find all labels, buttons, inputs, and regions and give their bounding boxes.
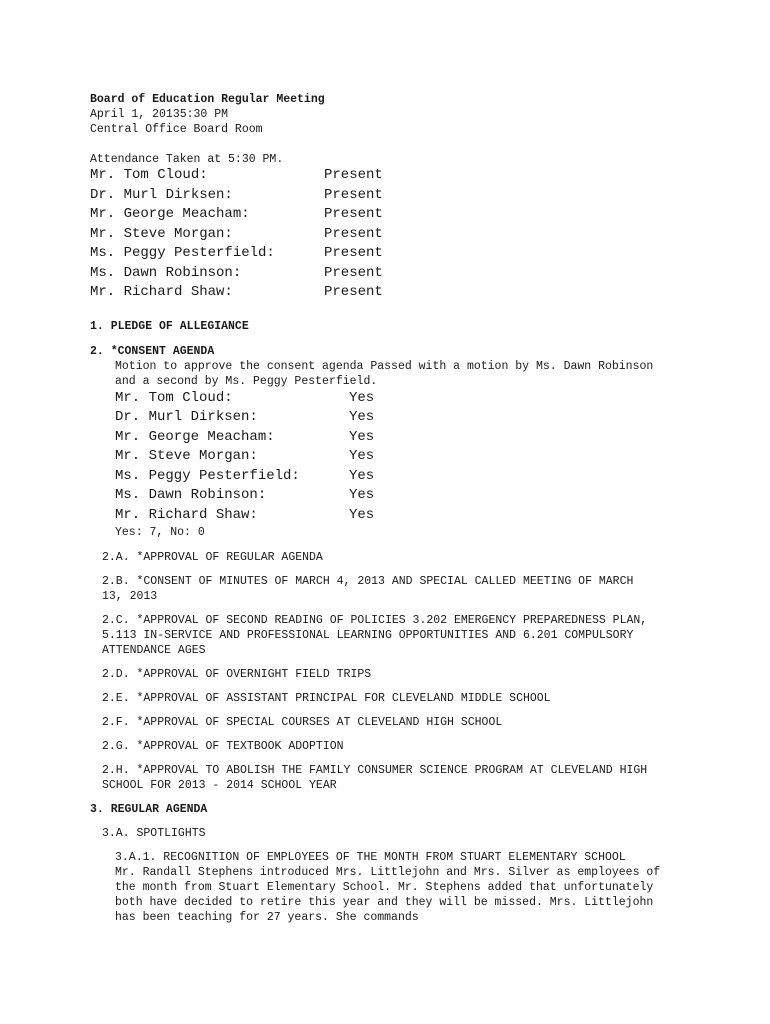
agenda-item-3a1-title: 3.A.1. RECOGNITION OF EMPLOYEES OF THE MONTH FROM STUART ELEMENTARY SCHOOL (115, 851, 626, 864)
section-pledge-title: 1. PLEDGE OF ALLEGIANCE (90, 319, 249, 333)
meeting-location: Central Office Board Room (90, 123, 263, 136)
voter-name: Mr. Richard Shaw: (115, 506, 258, 523)
vote-value: Yes (349, 487, 375, 503)
attendance-intro: Attendance Taken at 5:30 PM. (90, 153, 284, 166)
vote-row (115, 467, 710, 487)
voter-name: Mr. Tom Cloud: (115, 389, 233, 406)
agenda-item-2a: 2.A. *APPROVAL OF REGULAR AGENDA (102, 551, 323, 564)
vote-row (115, 408, 710, 428)
member-status: Present (324, 245, 383, 261)
voter-name: Mr. George Meacham: (115, 428, 275, 445)
member-name: Ms. Peggy Pesterfield: (90, 245, 275, 261)
member-name: Mr. Richard Shaw: (90, 284, 233, 300)
vote-row (115, 447, 710, 467)
vote-row (115, 506, 710, 526)
member-status: Present (324, 206, 383, 222)
agenda-item-2d: 2.D. *APPROVAL OF OVERNIGHT FIELD TRIPS (102, 668, 372, 681)
agenda-item-3a: 3.A. SPOTLIGHTS (102, 827, 206, 840)
consent-motion: Motion to approve the consent agenda Passed with a motion by Ms. Dawn Robinson and a second by Ms. Peggy Pesterfield. (115, 359, 661, 388)
vote-value: Yes (349, 467, 375, 484)
meeting-datetime: April 1, 20135:30 PM (90, 108, 229, 121)
vote-value: Yes (349, 389, 375, 406)
member-status: Present (324, 264, 383, 281)
agenda-item-2f: 2.F. *APPROVAL OF SPECIAL COURSES AT CLEVELAND HIGH SCHOOL (102, 716, 503, 729)
member-status: Present (324, 186, 383, 203)
meeting-header (90, 92, 710, 137)
agenda-item-2b: 2.B. *CONSENT OF MINUTES OF MARCH 4, 2013 AND SPECIAL CALLED MEETING OF MARCH 13, 2013 (102, 575, 641, 603)
vote-value: Yes (349, 506, 375, 523)
attendance-row (90, 244, 710, 264)
vote-list (115, 389, 710, 526)
agenda-item-3a1-body: Mr. Randall Stephens introduced Mrs. Littlejohn and Mrs. Silver as employees of the month from Stuart Elementary School. Mr. Stephens added that unfortunately both have decided to retire this year and they will be missed. Mrs. Littlejohn has been teaching for 27 years. She commands (115, 866, 668, 924)
vote-value: Yes (349, 409, 375, 425)
agenda-item-2e: 2.E. *APPROVAL OF ASSISTANT PRINCIPAL FOR CLEVELAND MIDDLE SCHOOL (102, 692, 551, 705)
attendance-list (90, 166, 710, 303)
agenda-item-2c: 2.C. *APPROVAL OF SECOND READING OF POLICIES 3.202 EMERGENCY PREPAREDNESS PLAN, 5.113 IN-SERVICE AND PROFESSIONAL LEARNING OPPORTUNITIES AND 6.201 COMPULSORY ATTENDANCE AGES (102, 614, 655, 657)
member-status: Present (324, 167, 383, 183)
member-status: Present (324, 225, 383, 242)
attendance-row (90, 264, 710, 284)
voter-name: Mr. Steve Morgan: (115, 448, 258, 464)
agenda-item-2h: 2.H. *APPROVAL TO ABOLISH THE FAMILY CONSUMER SCIENCE PROGRAM AT CLEVELAND HIGH SCHOOL FOR 2013 - 2014 SCHOOL YEAR (102, 764, 655, 792)
voter-name: Ms. Dawn Robinson: (115, 487, 267, 503)
member-name: Mr. Tom Cloud: (90, 167, 208, 183)
agenda-item-2g: 2.G. *APPROVAL OF TEXTBOOK ADOPTION (102, 740, 344, 753)
member-status: Present (324, 284, 383, 300)
attendance-row (90, 225, 710, 245)
member-name: Dr. Murl Dirksen: (90, 186, 233, 203)
section-consent-title: 2. *CONSENT AGENDA (90, 344, 215, 358)
member-name: Mr. Steve Morgan: (90, 225, 233, 242)
vote-row (115, 428, 710, 448)
vote-value: Yes (349, 448, 375, 464)
attendance-row (90, 283, 710, 303)
attendance-row (90, 186, 710, 206)
member-name: Ms. Dawn Robinson: (90, 264, 242, 281)
attendance-row (90, 166, 710, 186)
vote-tally: Yes: 7, No: 0 (115, 526, 205, 539)
meeting-minutes (90, 92, 710, 925)
member-name: Mr. George Meacham: (90, 206, 250, 222)
vote-row (115, 486, 710, 506)
voter-name: Dr. Murl Dirksen: (115, 409, 258, 425)
voter-name: Ms. Peggy Pesterfield: (115, 467, 300, 484)
vote-row (115, 389, 710, 409)
attendance-row (90, 205, 710, 225)
section-regular-title: 3. REGULAR AGENDA (90, 803, 208, 816)
meeting-title: Board of Education Regular Meeting (90, 93, 325, 106)
vote-value: Yes (349, 428, 375, 445)
